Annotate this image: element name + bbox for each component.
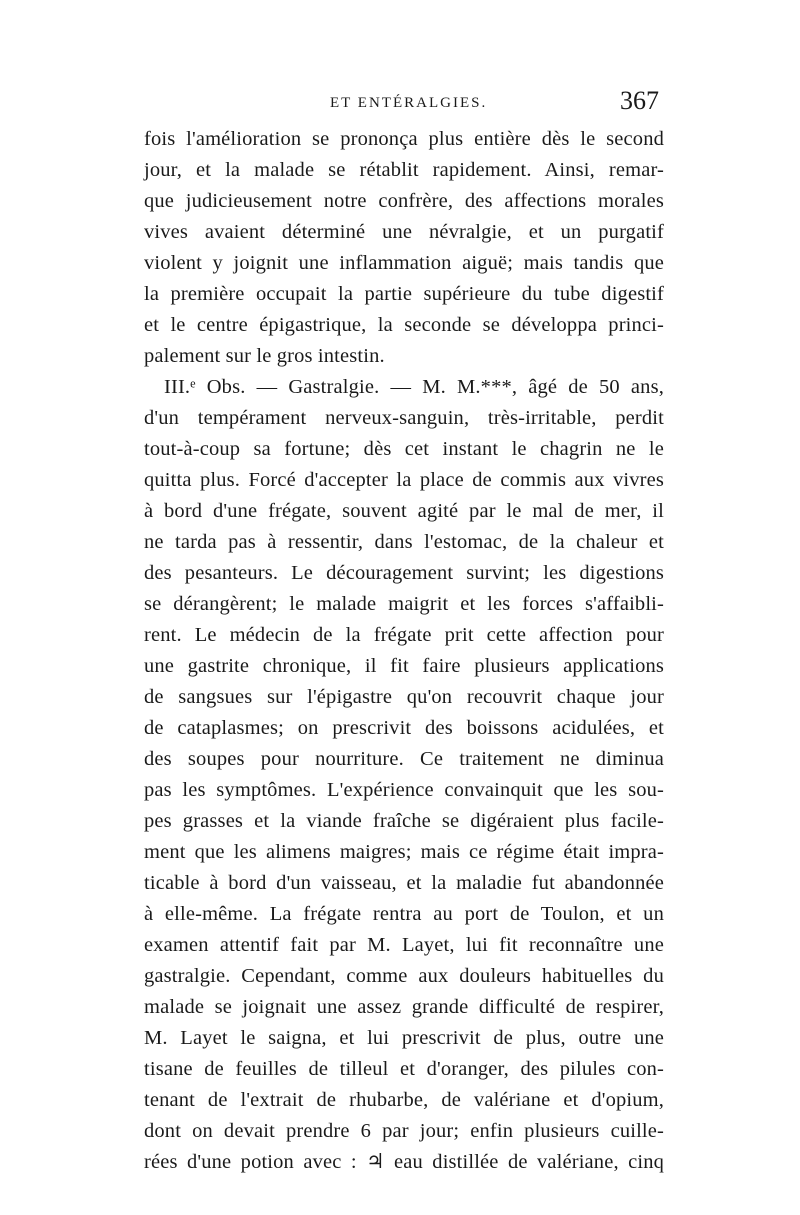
text-line: à bord d'une frégate, souvent agité par le mal de mer, il <box>144 500 664 522</box>
text-line: M. Layet le saigna, et lui prescrivit de plus, outre une <box>144 1027 664 1049</box>
running-head: ET ENTÉRALGIES. <box>330 95 488 111</box>
text-line: tenant de l'extrait de rhubarbe, de valériane et d'opium, <box>144 1089 664 1111</box>
body-text <box>144 124 664 1178</box>
text-line: pas les symptômes. L'expérience convainquit que les sou- <box>144 779 664 801</box>
text-line: palement sur le gros intestin. <box>144 345 385 367</box>
text-line: d'un tempérament nerveux-sanguin, très-irritable, perdit <box>144 407 664 429</box>
text-line: tisane de feuilles de tilleul et d'oranger, des pilules con- <box>144 1058 664 1080</box>
text-line: et le centre épigastrique, la seconde se développa princi- <box>144 314 664 336</box>
text-line: de sangsues sur l'épigastre qu'on recouvrit chaque jour <box>144 686 664 708</box>
text-line: ne tarda pas à ressentir, dans l'estomac, de la chaleur et <box>144 531 664 553</box>
text-line: dont on devait prendre 6 par jour; enfin plusieurs cuille- <box>144 1120 664 1142</box>
text-line: vives avaient déterminé une névralgie, et un purgatif <box>144 221 664 243</box>
text-line: une gastrite chronique, il fit faire plusieurs applications <box>144 655 664 677</box>
text-line: violent y joignit une inflammation aiguë; mais tandis que <box>144 252 664 274</box>
text-line: tout-à-coup sa fortune; dès cet instant le chagrin ne le <box>144 438 664 460</box>
text-line: se dérangèrent; le malade maigrit et les forces s'affaibli- <box>144 593 664 615</box>
text-line: rées d'une potion avec : ♃ eau distillée de valériane, cinq <box>144 1151 664 1173</box>
text-line: fois l'amélioration se prononça plus entière dès le second <box>144 128 664 150</box>
text-line: des pesanteurs. Le découragement survint; les digestions <box>144 562 664 584</box>
text-line: à elle-même. La frégate rentra au port de Toulon, et un <box>144 903 664 925</box>
text-line: quitta plus. Forcé d'accepter la place de commis aux vivres <box>144 469 664 491</box>
text-line: pes grasses et la viande fraîche se digéraient plus facile- <box>144 810 664 832</box>
text-line: gastralgie. Cependant, comme aux douleurs habituelles du <box>144 965 664 987</box>
text-line: examen attentif fait par M. Layet, lui fit reconnaître une <box>144 934 664 956</box>
text-line: la première occupait la partie supérieure du tube digestif <box>144 283 664 305</box>
text-line: ment que les alimens maigres; mais ce régime était impra- <box>144 841 664 863</box>
page-number: 367 <box>620 86 659 115</box>
text-line: des soupes pour nourriture. Ce traitement ne diminua <box>144 748 664 770</box>
text-line: jour, et la malade se rétablit rapidement. Ainsi, remar- <box>144 159 664 181</box>
text-line: malade se joignait une assez grande difficulté de respirer, <box>144 996 664 1018</box>
observation-heading-line: III.ᵉ Obs. — Gastralgie. — M. M.***, âgé de 50 ans, <box>164 376 664 398</box>
text-line: ticable à bord d'un vaisseau, et la maladie fut abandonnée <box>144 872 664 894</box>
text-line: que judicieusement notre confrère, des affections morales <box>144 190 664 212</box>
text-line: rent. Le médecin de la frégate prit cette affection pour <box>144 624 664 646</box>
text-line: de cataplasmes; on prescrivit des boissons acidulées, et <box>144 717 664 739</box>
